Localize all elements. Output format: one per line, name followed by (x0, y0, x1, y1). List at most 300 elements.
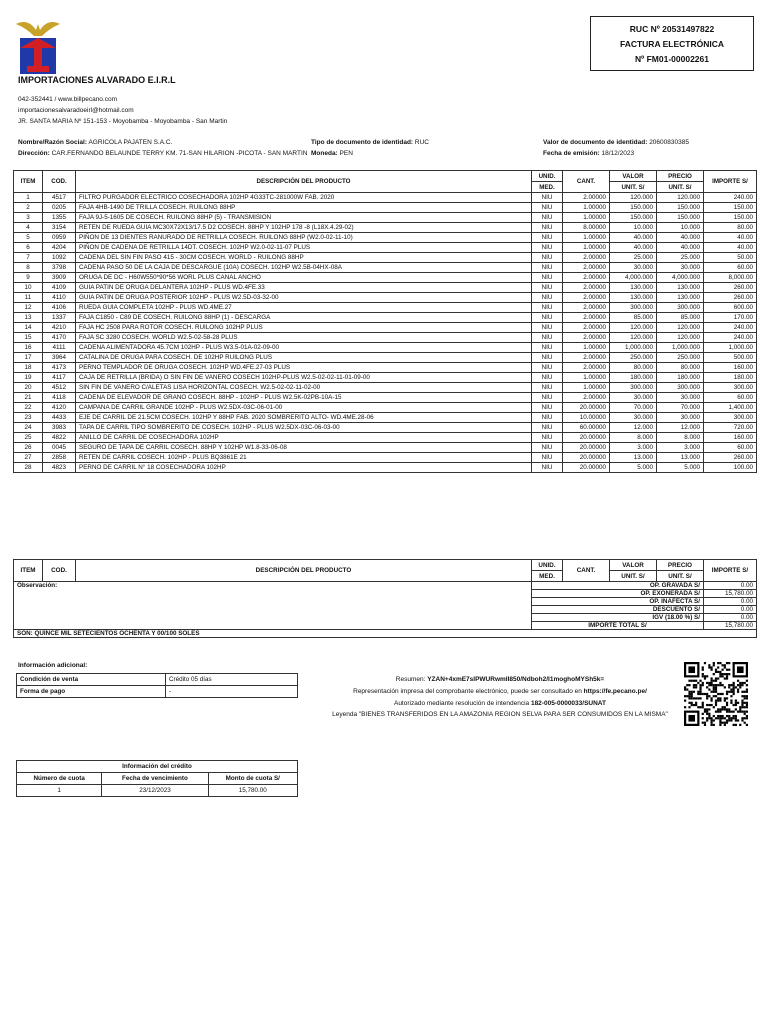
consultation-link[interactable]: https://fe.pecano.pe/ (583, 688, 647, 695)
item-code: 4106 (43, 303, 76, 313)
currency-label: Moneda: (311, 150, 338, 157)
item-amount: 300.00 (704, 383, 757, 393)
item-unit-price: 120.000 (657, 193, 704, 203)
header-price: PRECIO (657, 171, 704, 182)
item-unit: NIU (532, 293, 563, 303)
item-description: GUIA PATIN DE ORUGA POSTERIOR 102HP - PLUS W2.5D-03-32-00 (76, 293, 532, 303)
issue-date: 18/12/2023 (601, 150, 635, 157)
item-unit-value: 4,000.000 (610, 273, 657, 283)
item-unit: NIU (532, 273, 563, 283)
item-amount: 260.00 (704, 283, 757, 293)
item-unit: NIU (532, 363, 563, 373)
summary-header-value: VALOR (610, 560, 657, 571)
item-number: 14 (14, 323, 43, 333)
item-qty: 2.00000 (563, 393, 610, 403)
gravada-label: OP. GRAVADA S/ (532, 582, 704, 590)
item-code: 2858 (43, 453, 76, 463)
total-value: 15,780.00 (704, 622, 757, 630)
item-unit: NIU (532, 283, 563, 293)
table-row (14, 243, 757, 253)
item-code: 3964 (43, 353, 76, 363)
item-unit-value: 130.000 (610, 283, 657, 293)
currency: PEN (339, 150, 353, 157)
header-unit-2: MED. (532, 182, 563, 193)
header-price-2: UNIT. S/ (657, 182, 704, 193)
item-description: RUEDA GUIA COMPLETA 102HP - PLUS WD.4ME.27 (76, 303, 532, 313)
item-number: 3 (14, 213, 43, 223)
item-unit-price: 8.000 (657, 433, 704, 443)
item-description: SEGURO DE TAPA DE CARRIL COSECH. 88HP Y 102HP W1.8-33-06-08 (76, 443, 532, 453)
item-code: 0045 (43, 443, 76, 453)
item-qty: 2.00000 (563, 253, 610, 263)
item-unit-value: 130.000 (610, 293, 657, 303)
credit-amount: 15,780.00 (208, 785, 297, 797)
item-unit-value: 80.000 (610, 363, 657, 373)
item-unit: NIU (532, 433, 563, 443)
item-unit-price: 130.000 (657, 283, 704, 293)
item-description: CATALINA DE ORUGA PARA COSECH. DE 102HP RUILONG PLUS (76, 353, 532, 363)
item-code: 1355 (43, 213, 76, 223)
item-unit-price: 25.000 (657, 253, 704, 263)
company-logo (14, 14, 62, 76)
item-amount: 300.00 (704, 413, 757, 423)
item-unit-value: 40.000 (610, 233, 657, 243)
ruc-box (590, 16, 754, 71)
item-qty: 20.00000 (563, 443, 610, 453)
item-unit: NIU (532, 443, 563, 453)
item-unit-value: 5.000 (610, 463, 657, 473)
item-qty: 2.00000 (563, 323, 610, 333)
item-amount: 60.00 (704, 443, 757, 453)
item-amount: 180.00 (704, 373, 757, 383)
item-description: FAJA SC 3280 COSECH. WORLD W2.5-02-58-28 PLUS (76, 333, 532, 343)
item-unit-value: 8.000 (610, 433, 657, 443)
table-row (14, 443, 757, 453)
item-unit-value: 30.000 (610, 413, 657, 423)
item-amount: 260.00 (704, 453, 757, 463)
item-description: FAJA 9J-5-1605 DE COSECH. RUILONG 88HP (5) - TRANSMISION (76, 213, 532, 223)
item-amount: 240.00 (704, 193, 757, 203)
table-row (14, 223, 757, 233)
item-description: FAJA C1850 - C89 DE COSECH. RUILONG 88HP (1) - DESCARGA (76, 313, 532, 323)
table-row (14, 403, 757, 413)
item-qty: 1.00000 (563, 343, 610, 353)
item-number: 24 (14, 423, 43, 433)
item-amount: 60.00 (704, 393, 757, 403)
doc-type-label: Tipo de documento de identidad: (311, 139, 414, 146)
item-description: PERNO TEMPLADOR DE ORUGA COSECH. 102HP WD.4FE.27-03 PLUS (76, 363, 532, 373)
doc-type: RUC (414, 139, 429, 146)
item-amount: 240.00 (704, 333, 757, 343)
item-number: 18 (14, 363, 43, 373)
header-unit: UNID. (532, 171, 563, 182)
doc-value: 20600830385 (649, 139, 689, 146)
item-number: 4 (14, 223, 43, 233)
item-unit: NIU (532, 333, 563, 343)
table-row (14, 393, 757, 403)
issue-date-label: Fecha de emisión: (543, 150, 600, 157)
item-unit: NIU (532, 303, 563, 313)
item-unit-price: 30.000 (657, 393, 704, 403)
client-doc-value-row (543, 139, 689, 146)
item-unit-value: 1,000.000 (610, 343, 657, 353)
item-unit-price: 130.000 (657, 293, 704, 303)
representation-row (300, 688, 700, 695)
item-description: FAJA 4HB-1490 DE TRILLA COSECH. RUILONG 88HP (76, 203, 532, 213)
item-amount: 500.00 (704, 353, 757, 363)
header-description: DESCRIPCIÓN DEL PRODUCTO (76, 171, 532, 193)
item-unit: NIU (532, 243, 563, 253)
item-unit-price: 250.000 (657, 353, 704, 363)
item-code: 4204 (43, 243, 76, 253)
item-amount: 150.00 (704, 203, 757, 213)
credit-col-date: Fecha de vencimiento (102, 773, 208, 785)
item-number: 6 (14, 243, 43, 253)
item-code: 1337 (43, 313, 76, 323)
table-row (14, 383, 757, 393)
item-number: 12 (14, 303, 43, 313)
item-number: 25 (14, 433, 43, 443)
item-description: CADENA DE ELEVADOR DE GRANO COSECH. 88HP - 102HP - PLUS W2.5K-02PB-10A-15 (76, 393, 532, 403)
item-code: 4109 (43, 283, 76, 293)
item-unit: NIU (532, 213, 563, 223)
item-unit: NIU (532, 223, 563, 233)
item-code: 1092 (43, 253, 76, 263)
item-description: CADENA DEL SIN FIN PASO 415 - 30CM COSECH. WORLD - RUILONG 88HP (76, 253, 532, 263)
client-address: CAR.FERNANDO BELAUNDE TERRY KM. 71-SAN HILARION -PICOTA - SAN MARTIN (51, 150, 308, 157)
summary-table (13, 559, 757, 638)
item-unit-price: 300.000 (657, 383, 704, 393)
item-qty: 2.00000 (563, 353, 610, 363)
item-unit-price: 4,000.000 (657, 273, 704, 283)
item-qty: 1.00000 (563, 233, 610, 243)
item-unit: NIU (532, 263, 563, 273)
item-amount: 720.00 (704, 423, 757, 433)
client-name-label: Nombre/Razón Social: (18, 139, 87, 146)
item-code: 4118 (43, 393, 76, 403)
item-description: CAMPANA DE CARRIL GRANDE 102HP - PLUS W2.5DX-03C-06-01-00 (76, 403, 532, 413)
item-unit-value: 3.000 (610, 443, 657, 453)
item-unit: NIU (532, 453, 563, 463)
hash-value: YZAN+4xmE7sIPWURwmII850/Ndboh2/I1moghoMYSh5k= (427, 676, 605, 683)
company-phone-web: 042-352441 / www.billpecano.com (18, 96, 118, 103)
item-unit: NIU (532, 463, 563, 473)
payment-method: - (166, 686, 298, 698)
company-name: IMPORTACIONES ALVARADO E.I.R.L (18, 75, 176, 85)
table-row (14, 303, 757, 313)
item-description: SIN FIN DE VANERO C/ALETAS LISA HORIZONTAL COSECH. W2.5-02-02-11-02-00 (76, 383, 532, 393)
item-unit: NIU (532, 353, 563, 363)
table-row (14, 433, 757, 443)
item-unit-value: 85.000 (610, 313, 657, 323)
additional-info-title: Información adicional: (18, 662, 88, 669)
item-unit-price: 10.000 (657, 223, 704, 233)
item-unit-price: 5.000 (657, 463, 704, 473)
client-name: AGRICOLA PAJATEN S.A.C. (88, 139, 173, 146)
summary-header-price-2: UNIT. S/ (657, 571, 704, 582)
item-unit: NIU (532, 193, 563, 203)
table-row (14, 463, 757, 473)
authorization-text: Autorizado mediante resolución de intendencia (393, 700, 530, 707)
item-number: 2 (14, 203, 43, 213)
item-qty: 8.00000 (563, 223, 610, 233)
item-unit-price: 40.000 (657, 233, 704, 243)
table-row (14, 253, 757, 263)
item-unit-price: 40.000 (657, 243, 704, 253)
item-unit-value: 180.000 (610, 373, 657, 383)
authorization-row (300, 700, 700, 707)
item-unit-price: 85.000 (657, 313, 704, 323)
item-description: ORUGA DE DC - H60W550*90*56 WORL PLUS CANAL ANCHO (76, 273, 532, 283)
item-amount: 80.00 (704, 223, 757, 233)
item-unit-price: 3.000 (657, 443, 704, 453)
item-qty: 20.00000 (563, 463, 610, 473)
item-code: 4120 (43, 403, 76, 413)
item-description: TAPA DE CARRIL TIPO SOMBRERITO DE COSECH. 102HP - PLUS W2.5DX-03C-06-03-00 (76, 423, 532, 433)
item-unit: NIU (532, 413, 563, 423)
item-unit-price: 13.000 (657, 453, 704, 463)
item-qty: 2.00000 (563, 293, 610, 303)
item-number: 28 (14, 463, 43, 473)
items-body (14, 193, 757, 473)
item-qty: 1.00000 (563, 383, 610, 393)
item-qty: 20.00000 (563, 433, 610, 443)
table-row (14, 313, 757, 323)
item-qty: 2.00000 (563, 333, 610, 343)
authorization-number: 182-005-0000033/SUNAT (530, 700, 606, 707)
item-number: 22 (14, 403, 43, 413)
credit-info-table (16, 760, 298, 797)
item-qty: 1.00000 (563, 243, 610, 253)
summary-header-amount: IMPORTE S/ (704, 560, 757, 582)
item-amount: 160.00 (704, 433, 757, 443)
item-amount: 160.00 (704, 363, 757, 373)
item-description: PIÑON DE 13 DIENTES RANURADO DE RETRILLA COSECH. RUILONG 88HP (W2.0-02-11-10) (76, 233, 532, 243)
table-row (14, 213, 757, 223)
summary-header-unit: UNID. (532, 560, 563, 571)
item-description: CADENA PASO 50 DE LA CAJA DE DESCARGUE (10A) COSECH. 102HP W2.5B-04HX-08A (76, 263, 532, 273)
item-unit: NIU (532, 393, 563, 403)
item-number: 20 (14, 383, 43, 393)
client-doc-type-row (311, 139, 429, 146)
item-code: 0959 (43, 233, 76, 243)
item-unit-value: 150.000 (610, 203, 657, 213)
item-unit-price: 180.000 (657, 373, 704, 383)
item-qty: 1.00000 (563, 213, 610, 223)
header-qty: CANT. (563, 171, 610, 193)
item-qty: 2.00000 (563, 193, 610, 203)
item-amount: 40.00 (704, 243, 757, 253)
summary-header-value-2: UNIT. S/ (610, 571, 657, 582)
additional-info-table (16, 673, 298, 698)
summary-header-price: PRECIO (657, 560, 704, 571)
item-unit-price: 30.000 (657, 263, 704, 273)
currency-row (311, 150, 353, 157)
item-amount: 60.00 (704, 263, 757, 273)
item-unit-value: 70.000 (610, 403, 657, 413)
summary-header-unit-2: MED. (532, 571, 563, 582)
exonerada-value: 15,780.00 (704, 590, 757, 598)
item-amount: 1,400.00 (704, 403, 757, 413)
item-unit-value: 13.000 (610, 453, 657, 463)
table-row (14, 193, 757, 203)
client-name-row (18, 139, 172, 146)
header-value: VALOR (610, 171, 657, 182)
table-row (14, 263, 757, 273)
item-amount: 50.00 (704, 253, 757, 263)
document-type: FACTURA ELECTRÓNICA (619, 39, 725, 49)
item-unit: NIU (532, 373, 563, 383)
item-number: 23 (14, 413, 43, 423)
item-code: 4512 (43, 383, 76, 393)
hash-label: Resumen: (395, 676, 426, 683)
qr-code (684, 662, 748, 726)
item-description: EJE DE CARRIL DE 21.5CM COSECH. 102HP Y 88HP FAB. 2020 SOMBRERITO ALTO- WD.4ME.28-06 (76, 413, 532, 423)
item-unit-value: 150.000 (610, 213, 657, 223)
item-description: RETEN DE RUEDA GUIA MC30X72X13/17.5 D2 COSECH. 88HP Y 102HP 178 -8 (L18X.4.29-02) (76, 223, 532, 233)
table-row (14, 333, 757, 343)
item-qty: 2.00000 (563, 363, 610, 373)
item-unit-price: 80.000 (657, 363, 704, 373)
item-unit-value: 300.000 (610, 383, 657, 393)
legend-text: Leyenda "BIENES TRANSFERIDOS EN LA AMAZONIA REGION SELVA PARA SER CONSUMIDOS EN LA MISMA" (332, 711, 668, 718)
item-qty: 2.00000 (563, 303, 610, 313)
item-unit-value: 300.000 (610, 303, 657, 313)
item-unit: NIU (532, 233, 563, 243)
item-amount: 40.00 (704, 233, 757, 243)
item-code: 3983 (43, 423, 76, 433)
item-number: 27 (14, 453, 43, 463)
item-code: 4173 (43, 363, 76, 373)
item-qty: 1.00000 (563, 203, 610, 213)
inafecta-label: OP. INAFECTA S/ (532, 598, 704, 606)
item-unit: NIU (532, 383, 563, 393)
table-row (14, 323, 757, 333)
item-code: 0205 (43, 203, 76, 213)
table-row (14, 353, 757, 363)
item-code: 4111 (43, 343, 76, 353)
igv-value: 0.00 (704, 614, 757, 622)
company-address: JR. SANTA MARIA Nº 151-153 - Moyobamba - Moyobamba - San Martin (18, 118, 228, 125)
item-unit-price: 300.000 (657, 303, 704, 313)
item-number: 15 (14, 333, 43, 343)
table-row (14, 423, 757, 433)
document-number: Nº FM01-00002261 (635, 54, 709, 64)
item-amount: 100.00 (704, 463, 757, 473)
item-unit-price: 30.000 (657, 413, 704, 423)
item-amount: 1,000.00 (704, 343, 757, 353)
item-code: 4517 (43, 193, 76, 203)
exonerada-label: OP. EXONERADA S/ (532, 590, 704, 598)
item-number: 26 (14, 443, 43, 453)
credit-info-title: Información del crédito (17, 761, 298, 773)
item-amount: 150.00 (704, 213, 757, 223)
item-code: 4210 (43, 323, 76, 333)
table-row (14, 363, 757, 373)
item-unit-value: 40.000 (610, 243, 657, 253)
item-unit: NIU (532, 253, 563, 263)
item-number: 11 (14, 293, 43, 303)
item-unit-value: 25.000 (610, 253, 657, 263)
item-unit-price: 70.000 (657, 403, 704, 413)
item-number: 17 (14, 353, 43, 363)
item-number: 5 (14, 233, 43, 243)
item-number: 13 (14, 313, 43, 323)
item-description: FILTRO PURGADOR ELECTRICO COSECHADORA 102HP 4G33TC-281000W FAB. 2020 (76, 193, 532, 203)
item-amount: 240.00 (704, 323, 757, 333)
item-unit-value: 30.000 (610, 263, 657, 273)
item-description: CADENA ALIMENTADORA 45.7CM 102HP - PLUS W3.5-01A-02-09-00 (76, 343, 532, 353)
issue-date-row (543, 150, 634, 157)
table-row (14, 413, 757, 423)
item-code: 3909 (43, 273, 76, 283)
item-code: 4110 (43, 293, 76, 303)
descuento-label: DESCUENTO S/ (532, 606, 704, 614)
item-unit: NIU (532, 313, 563, 323)
inafecta-value: 0.00 (704, 598, 757, 606)
item-unit-value: 30.000 (610, 393, 657, 403)
summary-header-code: COD. (43, 560, 76, 582)
item-unit: NIU (532, 403, 563, 413)
item-code: 3798 (43, 263, 76, 273)
item-unit: NIU (532, 203, 563, 213)
item-code: 4433 (43, 413, 76, 423)
header-value-2: UNIT. S/ (610, 182, 657, 193)
item-number: 16 (14, 343, 43, 353)
item-description: ANILLO DE CARRIL DE COSECHADORA 102HP (76, 433, 532, 443)
item-unit-value: 120.000 (610, 193, 657, 203)
item-description: PIÑON DE CADENA DE RETRILLA 14DT. COSECH. 102HP W2.0-02-11-07 PLUS (76, 243, 532, 253)
table-row (14, 453, 757, 463)
item-unit-value: 120.000 (610, 323, 657, 333)
sale-condition: Crédito 05 días (166, 674, 298, 686)
table-row (14, 233, 757, 243)
item-qty: 20.00000 (563, 453, 610, 463)
item-amount: 260.00 (704, 293, 757, 303)
item-number: 21 (14, 393, 43, 403)
credit-number: 1 (17, 785, 102, 797)
item-unit: NIU (532, 323, 563, 333)
item-unit-value: 120.000 (610, 333, 657, 343)
address-label: Dirección: (18, 150, 50, 157)
item-number: 19 (14, 373, 43, 383)
item-description: FAJA HC 2508 PARA ROTOR COSECH. RUILONG 102HP PLUS (76, 323, 532, 333)
sale-condition-label: Condición de venta (17, 674, 166, 686)
item-description: GUIA PATIN DE ORUGA DELANTERA 102HP - PLUS WD.4FE.33 (76, 283, 532, 293)
summary-header-item: ITEM (14, 560, 43, 582)
item-qty: 1.00000 (563, 373, 610, 383)
item-qty: 20.00000 (563, 403, 610, 413)
item-number: 8 (14, 263, 43, 273)
item-unit-value: 10.000 (610, 223, 657, 233)
item-amount: 8,000.00 (704, 273, 757, 283)
item-unit-price: 1,000.000 (657, 343, 704, 353)
items-table (13, 170, 757, 473)
item-unit: NIU (532, 423, 563, 433)
amount-in-words: SON: QUINCE MIL SETECIENTOS OCHENTA Y 00/100 SOLES (14, 630, 757, 638)
ruc-number: RUC Nº 20531497822 (629, 24, 715, 34)
table-row (14, 203, 757, 213)
item-unit-price: 150.000 (657, 213, 704, 223)
item-number: 9 (14, 273, 43, 283)
header-code: COD. (43, 171, 76, 193)
item-qty: 60.00000 (563, 423, 610, 433)
item-amount: 170.00 (704, 313, 757, 323)
item-qty: 2.00000 (563, 283, 610, 293)
item-qty: 2.00000 (563, 273, 610, 283)
igv-label: IGV (18.00 %) S/ (532, 614, 704, 622)
client-address-row (18, 150, 307, 157)
